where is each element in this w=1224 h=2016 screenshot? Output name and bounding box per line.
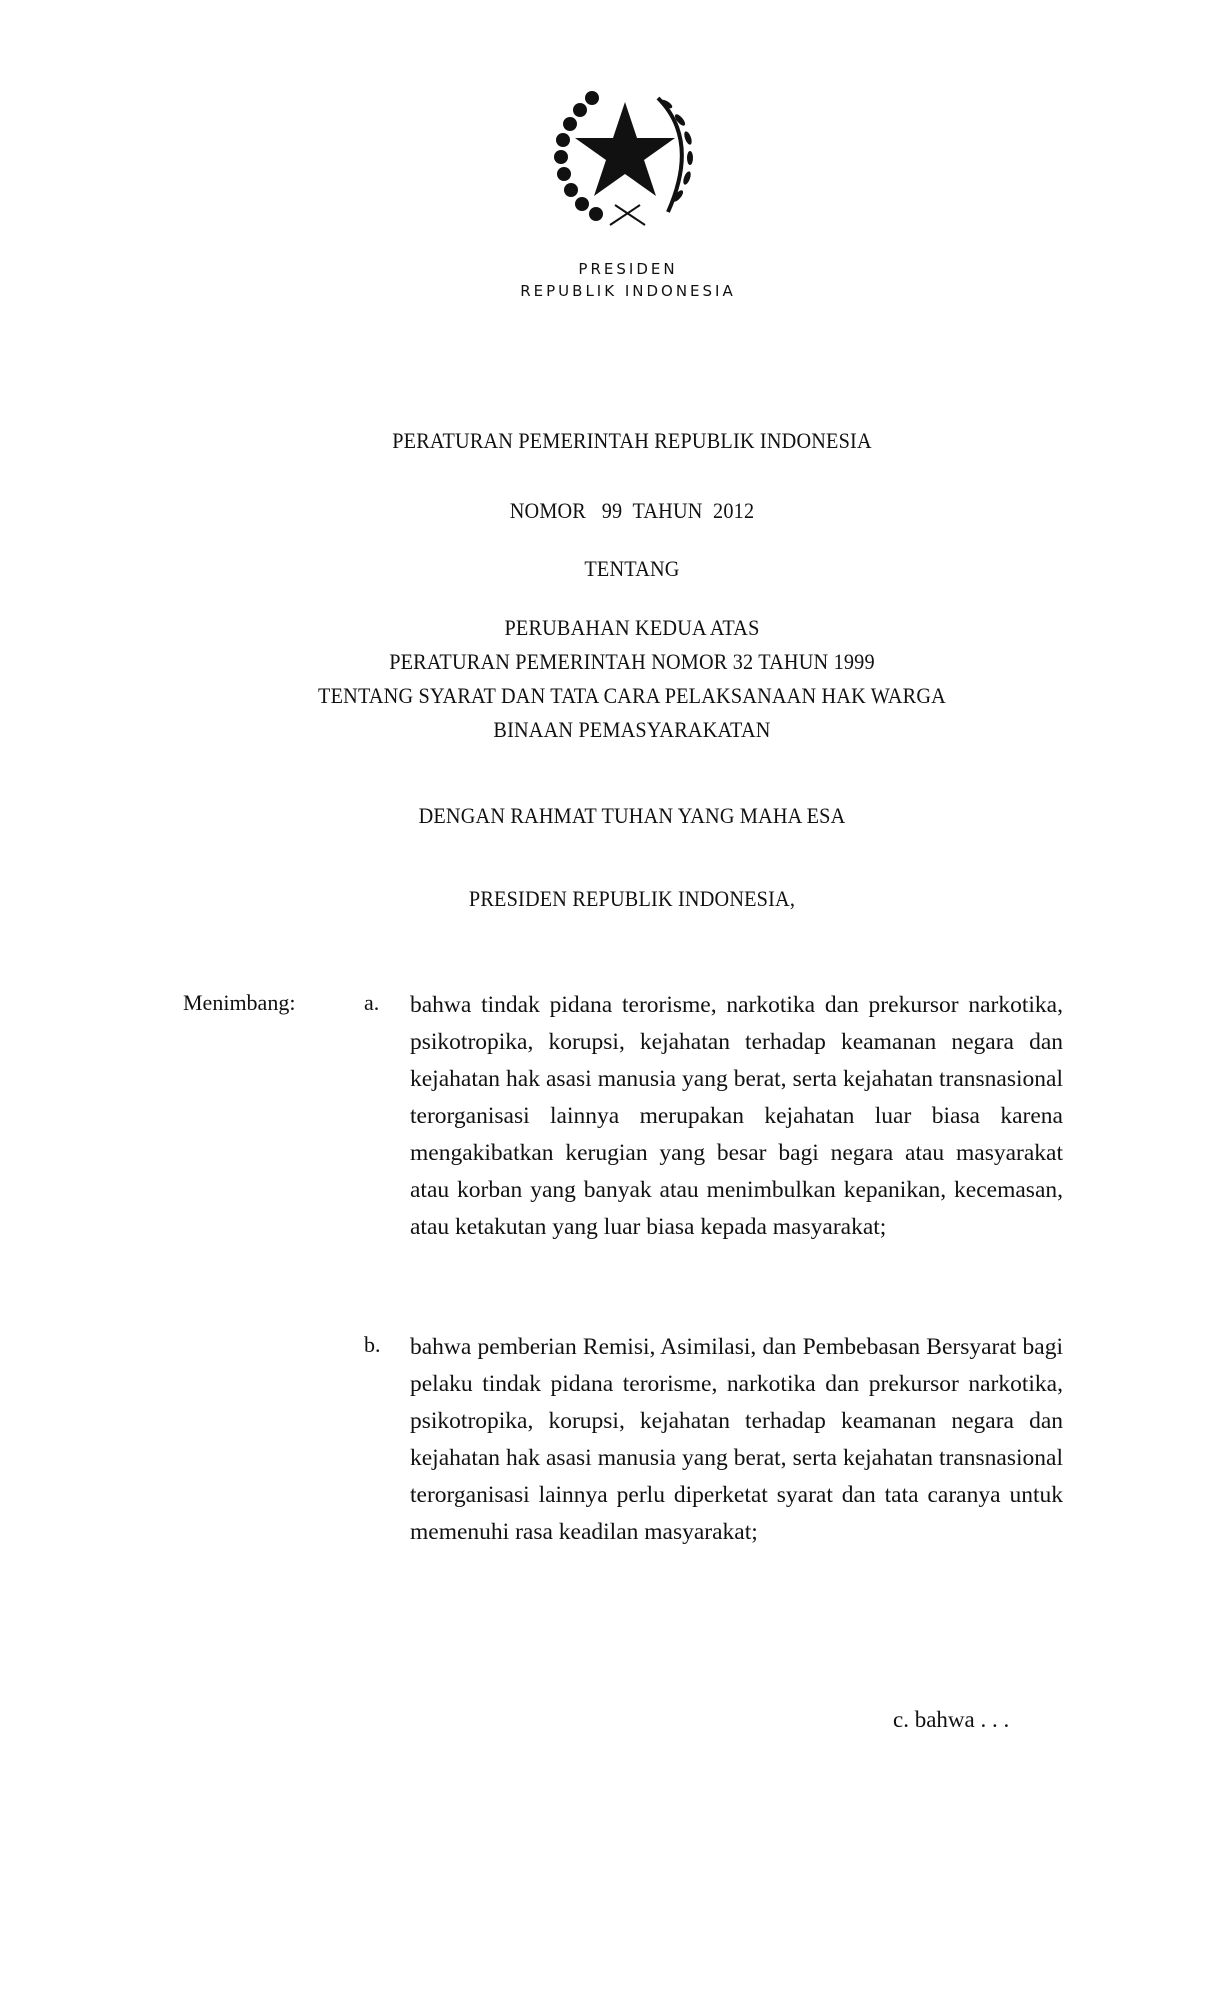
header-presiden: PRESIDEN <box>578 260 678 278</box>
item-a-marker: a. <box>364 990 380 1015</box>
subject-line-1: PERUBAHAN KEDUA ATAS <box>504 615 760 640</box>
document-number: NOMOR 99 TAHUN 2012 <box>509 498 755 523</box>
document-title: PERATURAN PEMERINTAH REPUBLIK INDONESIA <box>392 428 872 453</box>
continuation-marker: c. bahwa . . . <box>893 1707 1010 1732</box>
authority: PRESIDEN REPUBLIK INDONESIA, <box>468 886 796 911</box>
item-b-text: bahwa pemberian Remisi, Asimilasi, dan Pembebasan Bersyarat bagi pelaku tindak pidana terorisme, narkotika dan prekursor narkotika, psikotropika, korupsi, kejahatan terhadap keamanan negara dan kejahatan hak asasi manusia yang berat, serta kejahatan transnasional terorganisasi lainnya perlu diperketat syarat dan tata caranya untuk memenuhi rasa keadilan masyarakat; <box>410 1334 1063 1545</box>
subject-line-3: TENTANG SYARAT DAN TATA CARA PELAKSANAAN HAK WARGA <box>318 683 946 708</box>
presidential-seal-icon <box>540 80 710 230</box>
item-b-marker: b. <box>364 1332 381 1357</box>
menimbang-label: Menimbang: <box>183 990 296 1015</box>
tentang-label: TENTANG <box>584 556 680 581</box>
subject-line-4: BINAAN PEMASYARAKATAN <box>493 717 771 742</box>
invocation: DENGAN RAHMAT TUHAN YANG MAHA ESA <box>418 803 846 828</box>
header-republik-indonesia: REPUBLIK INDONESIA <box>520 282 736 300</box>
subject-line-2: PERATURAN PEMERINTAH NOMOR 32 TAHUN 1999 <box>389 649 875 674</box>
item-a-text: bahwa tindak pidana terorisme, narkotika dan prekursor narkotika, psikotropika, korupsi, kejahatan terhadap keamanan negara dan kejahatan hak asasi manusia yang berat, serta kejahatan transnasional terorganisasi lainnya merupakan kejahatan luar biasa karena mengakibatkan kerugian yang besar bagi negara atau masyarakat atau korban yang banyak atau menimbulkan kepanikan, kecemasan, atau ketakutan yang luar biasa kepada masyarakat; <box>410 992 1063 1240</box>
